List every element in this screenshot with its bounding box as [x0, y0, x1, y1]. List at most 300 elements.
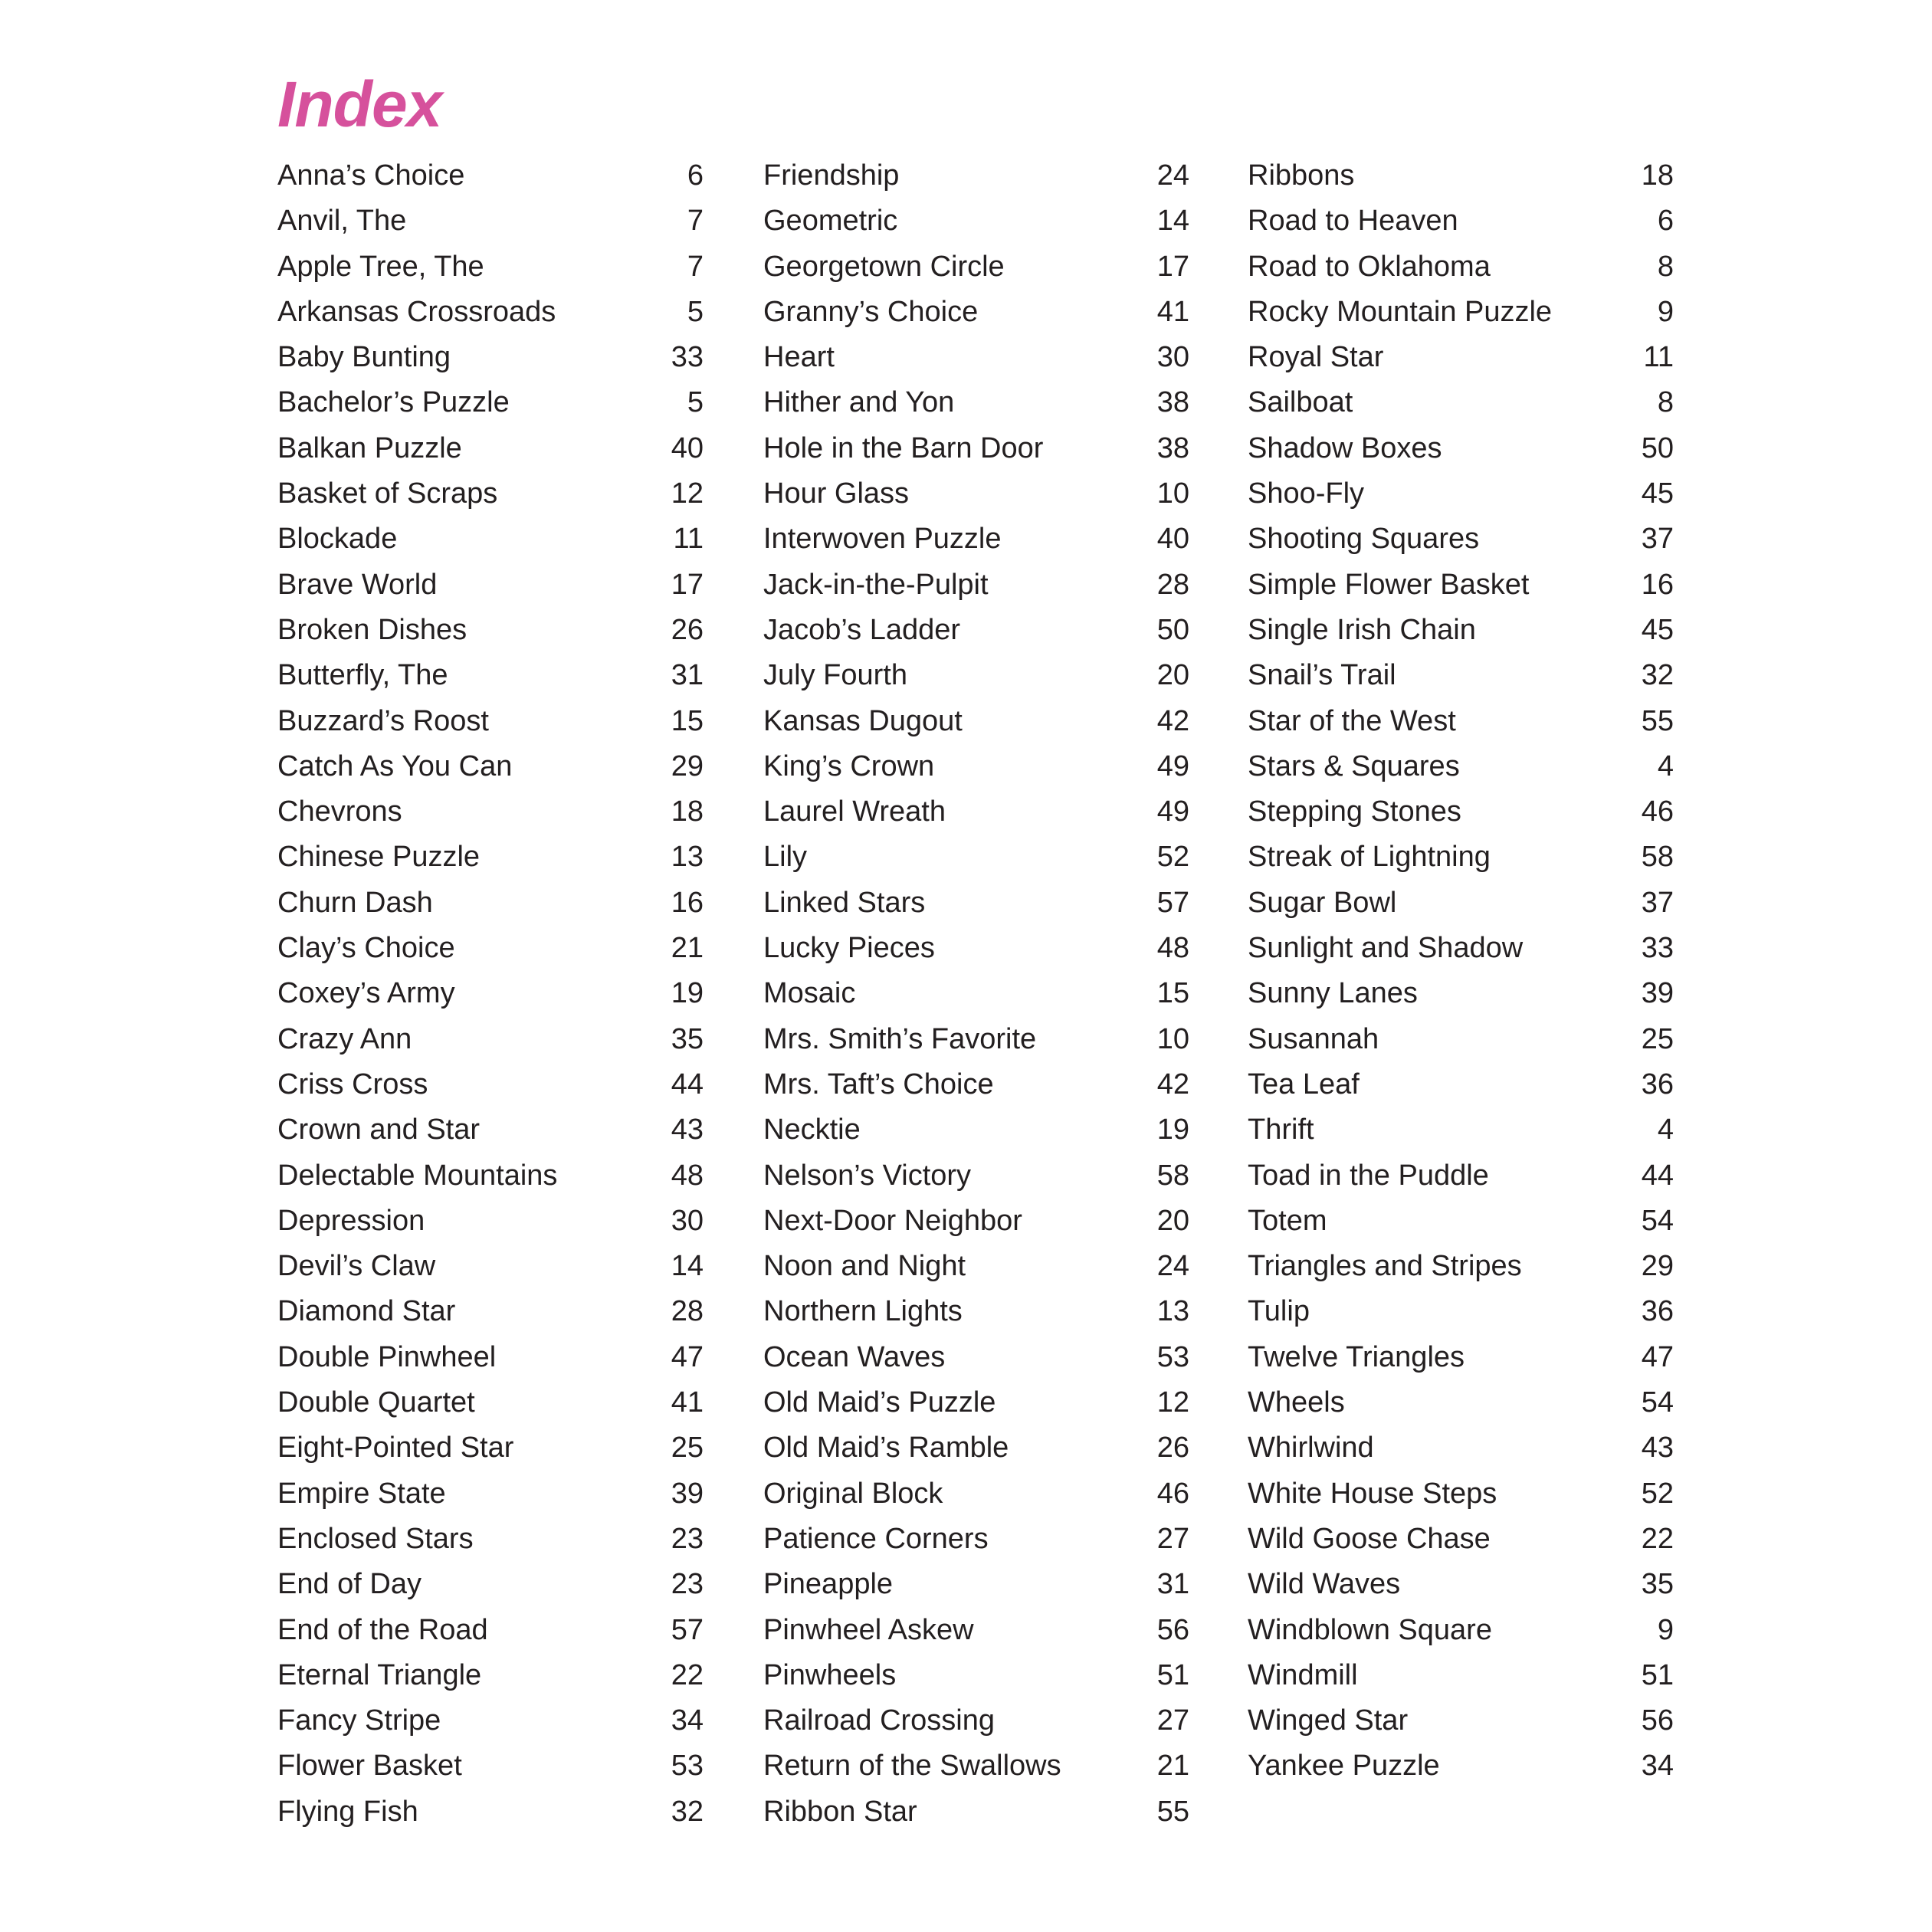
entry-name: Lucky Pieces [763, 932, 935, 965]
entry-page-number: 26 [671, 613, 704, 646]
entry-page-number: 5 [687, 295, 704, 328]
entry-page-number: 6 [1657, 205, 1674, 238]
index-entry [277, 244, 704, 290]
entry-name: Sugar Bowl [1248, 886, 1397, 919]
index-entry [277, 1789, 704, 1835]
entry-name: Wild Goose Chase [1248, 1522, 1491, 1555]
entry-page-number: 53 [671, 1750, 704, 1783]
entry-name: Noon and Night [763, 1250, 966, 1283]
entry-page-number: 39 [671, 1477, 704, 1510]
entry-name: Wheels [1248, 1386, 1345, 1419]
index-entry [1248, 1153, 1674, 1199]
entry-page-number: 31 [1156, 1568, 1189, 1601]
entry-page-number: 23 [671, 1522, 704, 1555]
entry-name: Mrs. Smith’s Favorite [763, 1022, 1037, 1055]
index-entry [763, 881, 1189, 926]
entry-name: Bachelor’s Puzzle [277, 386, 510, 419]
entry-page-number: 34 [671, 1704, 704, 1737]
index-entry [277, 835, 704, 880]
entry-name: Fancy Stripe [277, 1704, 441, 1737]
entry-page-number: 49 [1156, 750, 1189, 782]
entry-name: Wild Waves [1248, 1568, 1401, 1601]
entry-page-number: 16 [671, 886, 704, 919]
index-entry [763, 1653, 1189, 1698]
entry-page-number: 6 [687, 159, 704, 192]
entry-name: Friendship [763, 159, 900, 192]
entry-page-number: 28 [671, 1295, 704, 1328]
index-entry [1248, 1244, 1674, 1289]
entry-name: Windmill [1248, 1658, 1358, 1691]
entry-page-number: 9 [1657, 295, 1674, 328]
entry-page-number: 38 [1156, 431, 1189, 464]
index-entry [1248, 1471, 1674, 1517]
entry-page-number: 54 [1641, 1204, 1674, 1237]
entry-page-number: 53 [1156, 1340, 1189, 1373]
index-entry [1248, 517, 1674, 562]
entry-name: Rocky Mountain Puzzle [1248, 295, 1553, 328]
entry-page-number: 39 [1641, 977, 1674, 1010]
index-entry [763, 426, 1189, 471]
index-entry [277, 426, 704, 471]
entry-name: Catch As You Can [277, 750, 513, 782]
index-entry [763, 198, 1189, 244]
entry-name: Windblown Square [1248, 1613, 1492, 1646]
entry-name: Basket of Scraps [277, 477, 498, 510]
entry-page-number: 35 [671, 1022, 704, 1055]
index-entry [763, 1380, 1189, 1425]
entry-name: Royal Star [1248, 341, 1384, 374]
entry-page-number: 27 [1156, 1522, 1189, 1555]
entry-name: Anvil, The [277, 205, 407, 238]
entry-name: King’s Crown [763, 750, 935, 782]
entry-page-number: 12 [671, 477, 704, 510]
entry-page-number: 4 [1657, 750, 1674, 782]
index-entry [277, 971, 704, 1016]
entry-page-number: 17 [1156, 250, 1189, 283]
index-entry [763, 1244, 1189, 1289]
entry-page-number: 7 [687, 250, 704, 283]
entry-name: Mrs. Taft’s Choice [763, 1068, 994, 1100]
entry-name: Pineapple [763, 1568, 894, 1601]
entry-page-number: 24 [1156, 159, 1189, 192]
index-entry [277, 1199, 704, 1244]
index-entry [763, 1562, 1189, 1607]
index-entry [277, 789, 704, 835]
entry-page-number: 34 [1641, 1750, 1674, 1783]
entry-name: Necktie [763, 1114, 861, 1146]
entry-name: Winged Star [1248, 1704, 1409, 1737]
index-column-1 [277, 153, 704, 1835]
index-entry [1248, 881, 1674, 926]
index-entry [763, 971, 1189, 1016]
entry-name: Tea Leaf [1248, 1068, 1360, 1100]
entry-page-number: 47 [1641, 1340, 1674, 1373]
index-entry [763, 699, 1189, 744]
entry-name: Laurel Wreath [763, 795, 946, 828]
entry-name: Georgetown Circle [763, 250, 1005, 283]
entry-page-number: 23 [671, 1568, 704, 1601]
index-entry [277, 881, 704, 926]
entry-name: Pinwheel Askew [763, 1613, 974, 1646]
index-entry [763, 835, 1189, 880]
entry-page-number: 17 [671, 568, 704, 601]
index-entry [277, 1289, 704, 1334]
entry-page-number: 35 [1641, 1568, 1674, 1601]
entry-page-number: 51 [1156, 1658, 1189, 1691]
entry-page-number: 11 [1643, 341, 1674, 374]
entry-page-number: 37 [1641, 523, 1674, 556]
index-entry [277, 1653, 704, 1698]
entry-page-number: 30 [671, 1204, 704, 1237]
entry-name: Road to Oklahoma [1248, 250, 1491, 283]
index-entry [1248, 699, 1674, 744]
entry-name: Butterfly, The [277, 659, 448, 692]
entry-name: Hole in the Barn Door [763, 431, 1044, 464]
entry-page-number: 51 [1641, 1658, 1674, 1691]
entry-name: Next-Door Neighbor [763, 1204, 1022, 1237]
entry-name: Flower Basket [277, 1750, 462, 1783]
entry-name: Delectable Mountains [277, 1159, 558, 1192]
entry-name: Balkan Puzzle [277, 431, 462, 464]
entry-page-number: 40 [671, 431, 704, 464]
entry-name: Nelson’s Victory [763, 1159, 972, 1192]
index-entry [277, 1380, 704, 1425]
entry-name: Shadow Boxes [1248, 431, 1442, 464]
entry-name: Heart [763, 341, 835, 374]
index-entry [763, 380, 1189, 425]
index-entry [1248, 563, 1674, 608]
entry-page-number: 31 [671, 659, 704, 692]
entry-page-number: 13 [671, 841, 704, 874]
entry-name: Hither and Yon [763, 386, 955, 419]
entry-name: End of Day [277, 1568, 421, 1601]
entry-name: Apple Tree, The [277, 250, 484, 283]
index-entry [277, 1107, 704, 1153]
entry-name: Chevrons [277, 795, 402, 828]
entry-page-number: 10 [1156, 477, 1189, 510]
entry-name: Interwoven Puzzle [763, 523, 1002, 556]
entry-name: Jacob’s Ladder [763, 613, 961, 646]
entry-page-number: 21 [671, 932, 704, 965]
entry-name: Empire State [277, 1477, 446, 1510]
index-column-2 [763, 153, 1189, 1835]
index-entry [763, 1017, 1189, 1062]
entry-name: Shoo-Fly [1248, 477, 1365, 510]
entry-page-number: 49 [1156, 795, 1189, 828]
index-entry [277, 563, 704, 608]
index-entry [277, 517, 704, 562]
index-entry [1248, 1698, 1674, 1743]
page-title: Index [277, 68, 442, 140]
entry-page-number: 22 [671, 1658, 704, 1691]
entry-name: Northern Lights [763, 1295, 963, 1328]
entry-page-number: 41 [671, 1386, 704, 1419]
index-entry [1248, 426, 1674, 471]
index-entry [277, 1743, 704, 1789]
index-entry [1248, 198, 1674, 244]
entry-page-number: 56 [1156, 1613, 1189, 1646]
entry-page-number: 41 [1156, 295, 1189, 328]
entry-page-number: 7 [687, 205, 704, 238]
entry-page-number: 42 [1156, 704, 1189, 737]
entry-name: Eternal Triangle [277, 1658, 482, 1691]
index-entry [1248, 1107, 1674, 1153]
entry-name: Patience Corners [763, 1522, 989, 1555]
entry-page-number: 25 [671, 1432, 704, 1465]
entry-name: Stars & Squares [1248, 750, 1460, 782]
index-entry [1248, 1017, 1674, 1062]
index-entry [1248, 971, 1674, 1016]
entry-name: Kansas Dugout [763, 704, 963, 737]
index-entry [1248, 1199, 1674, 1244]
entry-page-number: 37 [1641, 886, 1674, 919]
entry-page-number: 57 [1156, 886, 1189, 919]
entry-page-number: 48 [671, 1159, 704, 1192]
index-entry [763, 1471, 1189, 1517]
index-entry [1248, 471, 1674, 517]
entry-name: Granny’s Choice [763, 295, 979, 328]
entry-page-number: 33 [1641, 932, 1674, 965]
index-entry [763, 471, 1189, 517]
index-entry [1248, 1335, 1674, 1380]
entry-page-number: 11 [673, 523, 704, 556]
entry-page-number: 40 [1156, 523, 1189, 556]
entry-page-number: 52 [1641, 1477, 1674, 1510]
index-entry [1248, 744, 1674, 789]
entry-page-number: 24 [1156, 1250, 1189, 1283]
index-entry [763, 153, 1189, 198]
entry-page-number: 21 [1156, 1750, 1189, 1783]
index-entry [1248, 789, 1674, 835]
index-entry [1248, 1289, 1674, 1334]
entry-page-number: 32 [1641, 659, 1674, 692]
entry-name: Whirlwind [1248, 1432, 1374, 1465]
entry-name: Snail’s Trail [1248, 659, 1396, 692]
index-entry [763, 1335, 1189, 1380]
index-entry [277, 198, 704, 244]
index-entry [277, 1517, 704, 1562]
entry-page-number: 15 [671, 704, 704, 737]
entry-page-number: 26 [1156, 1432, 1189, 1465]
entry-page-number: 10 [1156, 1022, 1189, 1055]
index-entry [277, 1335, 704, 1380]
entry-name: Broken Dishes [277, 613, 467, 646]
index-entry [1248, 1653, 1674, 1698]
entry-page-number: 13 [1156, 1295, 1189, 1328]
entry-page-number: 28 [1156, 568, 1189, 601]
entry-page-number: 54 [1641, 1386, 1674, 1419]
index-entry [763, 1608, 1189, 1653]
index-entry [763, 653, 1189, 698]
index-entry [763, 1789, 1189, 1835]
index-entry [763, 789, 1189, 835]
entry-name: Mosaic [763, 977, 856, 1010]
entry-name: Shooting Squares [1248, 523, 1480, 556]
entry-name: Totem [1248, 1204, 1327, 1237]
entry-page-number: 25 [1641, 1022, 1674, 1055]
index-entry [277, 653, 704, 698]
entry-page-number: 36 [1641, 1068, 1674, 1100]
index-entry [763, 1425, 1189, 1471]
entry-name: Railroad Crossing [763, 1704, 996, 1737]
entry-name: Pinwheels [763, 1658, 897, 1691]
index-entry [277, 335, 704, 380]
entry-page-number: 16 [1641, 568, 1674, 601]
entry-page-number: 22 [1641, 1522, 1674, 1555]
index-entry [763, 244, 1189, 290]
index-entry [277, 380, 704, 425]
entry-page-number: 44 [671, 1068, 704, 1100]
index-entry [763, 1107, 1189, 1153]
index-entry [277, 471, 704, 517]
entry-name: Coxey’s Army [277, 977, 455, 1010]
entry-page-number: 18 [1641, 159, 1674, 192]
entry-name: Star of the West [1248, 704, 1456, 737]
entry-page-number: 9 [1657, 1613, 1674, 1646]
index-entry [763, 608, 1189, 653]
index-entry [1248, 653, 1674, 698]
entry-page-number: 14 [1156, 205, 1189, 238]
entry-name: Enclosed Stars [277, 1522, 474, 1555]
entry-page-number: 19 [671, 977, 704, 1010]
entry-name: Jack-in-the-Pulpit [763, 568, 989, 601]
index-entry [277, 1698, 704, 1743]
entry-page-number: 58 [1156, 1159, 1189, 1192]
index-entry [277, 926, 704, 971]
entry-page-number: 47 [671, 1340, 704, 1373]
entry-name: Thrift [1248, 1114, 1314, 1146]
index-entry [277, 290, 704, 335]
entry-page-number: 44 [1641, 1159, 1674, 1192]
entry-name: Sunlight and Shadow [1248, 932, 1524, 965]
entry-name: Double Pinwheel [277, 1340, 497, 1373]
index-entry [277, 1062, 704, 1107]
index-entry [277, 1562, 704, 1607]
index-entry [763, 1289, 1189, 1334]
index-entry [1248, 608, 1674, 653]
entry-page-number: 42 [1156, 1068, 1189, 1100]
entry-name: Stepping Stones [1248, 795, 1461, 828]
entry-name: White House Steps [1248, 1477, 1497, 1510]
entry-name: End of the Road [277, 1613, 488, 1646]
entry-name: Road to Heaven [1248, 205, 1458, 238]
entry-name: Lily [763, 841, 808, 874]
index-entry [1248, 1062, 1674, 1107]
entry-name: Baby Bunting [277, 341, 451, 374]
index-entry [1248, 835, 1674, 880]
index-entry [763, 926, 1189, 971]
entry-page-number: 8 [1657, 250, 1674, 283]
entry-page-number: 29 [1641, 1250, 1674, 1283]
entry-page-number: 18 [671, 795, 704, 828]
index-entry [763, 1698, 1189, 1743]
entry-name: Tulip [1248, 1295, 1310, 1328]
entry-name: Diamond Star [277, 1295, 456, 1328]
index-entry [1248, 244, 1674, 290]
index-entry [277, 1608, 704, 1653]
index-entry [763, 1743, 1189, 1789]
entry-page-number: 15 [1156, 977, 1189, 1010]
index-entry [277, 1425, 704, 1471]
index-entry [763, 744, 1189, 789]
entry-page-number: 4 [1657, 1114, 1674, 1146]
index-entry [1248, 1380, 1674, 1425]
index-entry [1248, 1425, 1674, 1471]
entry-name: Original Block [763, 1477, 943, 1510]
entry-page-number: 32 [671, 1795, 704, 1828]
entry-name: Ribbons [1248, 159, 1355, 192]
entry-page-number: 20 [1156, 1204, 1189, 1237]
entry-page-number: 57 [671, 1613, 704, 1646]
entry-name: Streak of Lightning [1248, 841, 1491, 874]
entry-name: Buzzard’s Roost [277, 704, 489, 737]
index-entry [1248, 1608, 1674, 1653]
entry-page-number: 12 [1156, 1386, 1189, 1419]
entry-page-number: 52 [1156, 841, 1189, 874]
entry-page-number: 58 [1641, 841, 1674, 874]
entry-page-number: 27 [1156, 1704, 1189, 1737]
entry-name: Anna’s Choice [277, 159, 465, 192]
entry-page-number: 8 [1657, 386, 1674, 419]
entry-name: Return of the Swallows [763, 1750, 1061, 1783]
entry-name: Single Irish Chain [1248, 613, 1476, 646]
entry-page-number: 33 [671, 341, 704, 374]
entry-name: Geometric [763, 205, 898, 238]
entry-page-number: 5 [687, 386, 704, 419]
index-entry [1248, 153, 1674, 198]
index-entry [763, 1153, 1189, 1199]
entry-page-number: 56 [1641, 1704, 1674, 1737]
entry-page-number: 14 [671, 1250, 704, 1283]
entry-name: Old Maid’s Puzzle [763, 1386, 996, 1419]
index-entry [277, 699, 704, 744]
index-entry [763, 1062, 1189, 1107]
index-entry [763, 517, 1189, 562]
entry-page-number: 50 [1641, 431, 1674, 464]
entry-name: Twelve Triangles [1248, 1340, 1465, 1373]
entry-name: Flying Fish [277, 1795, 418, 1828]
entry-name: Chinese Puzzle [277, 841, 481, 874]
entry-page-number: 55 [1156, 1795, 1189, 1828]
entry-name: Sunny Lanes [1248, 977, 1418, 1010]
entry-name: Yankee Puzzle [1248, 1750, 1440, 1783]
index-entry [1248, 926, 1674, 971]
entry-name: Simple Flower Basket [1248, 568, 1530, 601]
entry-name: Susannah [1248, 1022, 1379, 1055]
entry-page-number: 29 [671, 750, 704, 782]
entry-name: Devil’s Claw [277, 1250, 436, 1283]
index-entry [1248, 1517, 1674, 1562]
entry-name: Criss Cross [277, 1068, 428, 1100]
entry-name: Old Maid’s Ramble [763, 1432, 1009, 1465]
entry-name: Hour Glass [763, 477, 910, 510]
entry-page-number: 46 [1156, 1477, 1189, 1510]
entry-page-number: 38 [1156, 386, 1189, 419]
entry-name: Arkansas Crossroads [277, 295, 556, 328]
entry-name: Toad in the Puddle [1248, 1159, 1489, 1192]
entry-page-number: 20 [1156, 659, 1189, 692]
index-column-3 [1248, 153, 1674, 1789]
index-entry [763, 335, 1189, 380]
entry-name: Blockade [277, 523, 398, 556]
index-entry [277, 1471, 704, 1517]
index-entry [1248, 335, 1674, 380]
index-entry [277, 1017, 704, 1062]
entry-page-number: 45 [1641, 613, 1674, 646]
entry-page-number: 46 [1641, 795, 1674, 828]
entry-name: Crazy Ann [277, 1022, 412, 1055]
entry-page-number: 36 [1641, 1295, 1674, 1328]
